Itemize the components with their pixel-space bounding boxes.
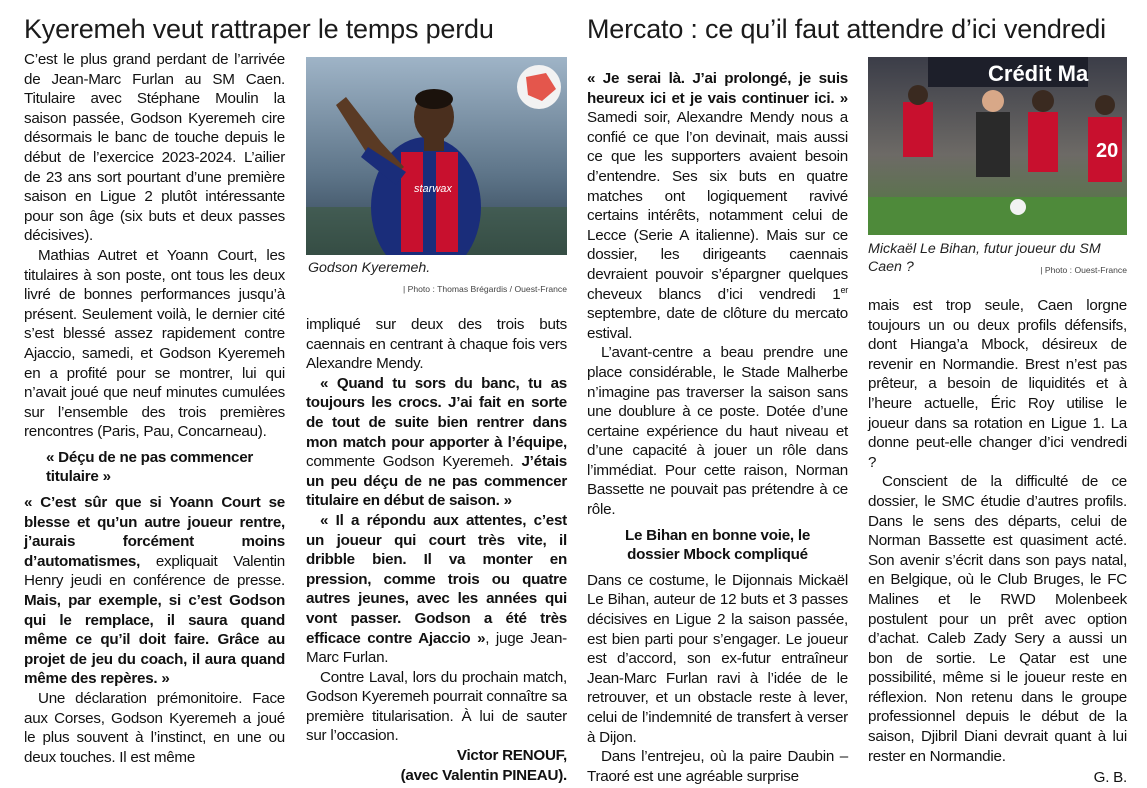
paragraph: Dans ce costume, le Dijonnais Mickaël Le Bihan, auteur de 12 buts et 3 passes décisives en Ligue 2 la saison passée, est bien parti pour s’engager. Le joueur est d’accord, son ex-futur entraîneur Jean-Marc Furlan ravi à l’idée de le retrouver, et un obstacle reste à lever, celui de l’indemnité de transfert à verser à Dijon. xyxy=(587,571,848,746)
paragraph: « Je serai là. J’ai prolongé, je suis heureux ici et je vais continuer ici. » Samedi soir, Alexandre Mendy nous a confié ce que l’on devinait, mais aussi ce que les supporters avaient besoin d’entendre. Ses six buts en quatre matches ont logiquement ravivé certains intérêts, notamment celui de Lecce (Serie A italienne). Mais sur ce dossier, les dirigeants caennais devraient pouvoir s’épargner quelques cheveux blancs d’ici vendredi 1er septembre, date de clôture du mercato estival. xyxy=(587,70,848,342)
right-article-col1 xyxy=(587,69,848,786)
photo-le-bihan xyxy=(868,57,1127,235)
paragraph: Contre Laval, lors du prochain match, Godson Kyeremeh pourrait connaître sa première titularisation. À lui de sauter sur l’occasion. xyxy=(306,668,567,745)
paragraph: Dans l’entrejeu, où la paire Daubin – Traoré est une agréable surprise xyxy=(587,748,848,785)
photo-caption: Mickaël Le Bihan, futur joueur du SM Caen ? xyxy=(868,241,1101,275)
paragraph: mais est trop seule, Caen lorgne toujours un ou deux profils défensifs, dont Hianga’a Mbock, désireux de revenir en Normandie. Brest n’est pas prêteur, a besoin de liquidités et à l’heure actuelle, Éric Roy utilise le joueur dans sa rotation en Ligue 1. La donne peut-elle changer d’ici vendredi ? xyxy=(868,297,1127,471)
intertitle: « Déçu de ne pas commencer titulaire » xyxy=(46,448,254,486)
right-article-col2 xyxy=(868,296,1127,788)
svg-text:starwax: starwax xyxy=(414,183,452,195)
paragraph: L’avant-centre a beau prendre une place considérable, le Stade Malherbe n’imagine pas traverser la saison sans une doublure à ce poste. Dotée d’une certaine expérience du haut niveau et d’une capacité à jouer un rôle dans l’immédiat. Pour cette raison, Norman Bassette ne pouvait pas prétendre à ce rôle. xyxy=(587,344,848,519)
svg-text:Crédit Ma: Crédit Ma xyxy=(988,61,1089,86)
svg-text:20: 20 xyxy=(1096,140,1119,162)
paragraph: C’est le plus grand perdant de l’arrivée de Jean-Marc Furlan au SM Caen. Titulaire avec Stéphane Moulin la saison passée, Godson Kyeremeh cire désormais le banc de touche depuis le début de l’exercice 2023-2024. L’ailier de 23 ans sort pourtant d’une première saison en Ligue 2 plutôt intéressante pour son âge (six buts et deux passes décisives). xyxy=(24,51,285,245)
paragraph: Mathias Autret et Yoann Court, les titulaires à son poste, ont tous les deux livré de bonnes performances jusqu’à présent. Seulement voilà, le dernier cité s’est blessé assez rapidement contre Ajaccio, samedi, et Godson Kyeremeh en a profité pour se montrer, lui qui n’avait joué que neuf minutes cumulées sur l’ensemble des trois premières rencontres (Paris, Pau, Concarneau). xyxy=(24,246,285,441)
signature: Victor RENOUF, xyxy=(456,747,567,765)
paragraph: « C’est sûr que si Yoann Court se blesse et qu’un autre joueur rentre, j’aurais forcément moins d’automatismes, expliquait Valentin Henry jeudi en conférence de presse. Mais, par exemple, si c’est Godson qui le remplace, il saura quand même ce qu’il doit faire. Grâce au projet de jeu du coach, il aura quand même des repères. » xyxy=(24,494,285,688)
player-photo-illustration xyxy=(306,57,567,255)
photo-credit: | Photo : Ouest-France xyxy=(1040,265,1127,275)
match-photo-illustration xyxy=(868,57,1127,235)
intertitle: Le Bihan en bonne voie, le dossier Mbock compliqué xyxy=(624,526,811,564)
paragraph: Une déclaration prémonitoire. Face aux Corses, Godson Kyeremeh a joué le plus souvent à l’instinct, en une ou deux touches. Il est même xyxy=(24,690,285,766)
paragraph: « Il a répondu aux attentes, c’est un joueur qui court très vite, il dribble bien. Il va monter en pression, comme trois ou quatre autres jeunes, avec les années qui vont passer. Godson a été très efficace contre Ajaccio », juge Jean-Marc Furlan. xyxy=(306,511,567,667)
paragraph: Conscient de la difficulté de ce dossier, le SMC étudie d’autres profils. Dans le sens des départs, celui de Norman Bassette est quasiment acté. Son avenir s’écrit dans son pays natal, en Belgique, où le Club Bruges, le FC Malines et le RWD Molenbeek postulent pour un prêt avec option d’achat. Caleb Zady Sery a aussi un bon de sortie. Le Qatar est une possibilité, même si le joueur reste en réflexion. Non retenu dans le groupe professionnel depuis le début de la saison, Djibril Diani devrait quant à lui rester en Normandie. xyxy=(868,473,1127,765)
photo-kyeremeh xyxy=(306,57,567,255)
left-article-col1 xyxy=(24,50,285,767)
paragraph: « Quand tu sors du banc, tu as toujours les crocs. J’ai fait en sorte de tout de suite bien rentrer dans mon match pour apporter à l’équipe, commente Godson Kyeremeh. J’étais un peu déçu de ne pas commencer titulaire en début de saison. » xyxy=(306,374,567,510)
signature: (avec Valentin PINEAU). xyxy=(400,766,567,784)
left-headline: Kyeremeh veut rattraper le temps perdu xyxy=(24,14,494,44)
left-article-col2 xyxy=(306,315,567,785)
signature: G. B. xyxy=(1093,769,1127,787)
photo-credit: | Photo : Thomas Brégardis / Ouest-France xyxy=(403,284,567,294)
right-headline: Mercato : ce qu’il faut attendre d’ici vendredi xyxy=(587,14,1106,44)
photo-caption: Godson Kyeremeh. xyxy=(308,260,431,276)
paragraph: impliqué sur deux des trois buts caennais en centrant à chaque fois vers Alexandre Mendy. xyxy=(306,316,567,373)
